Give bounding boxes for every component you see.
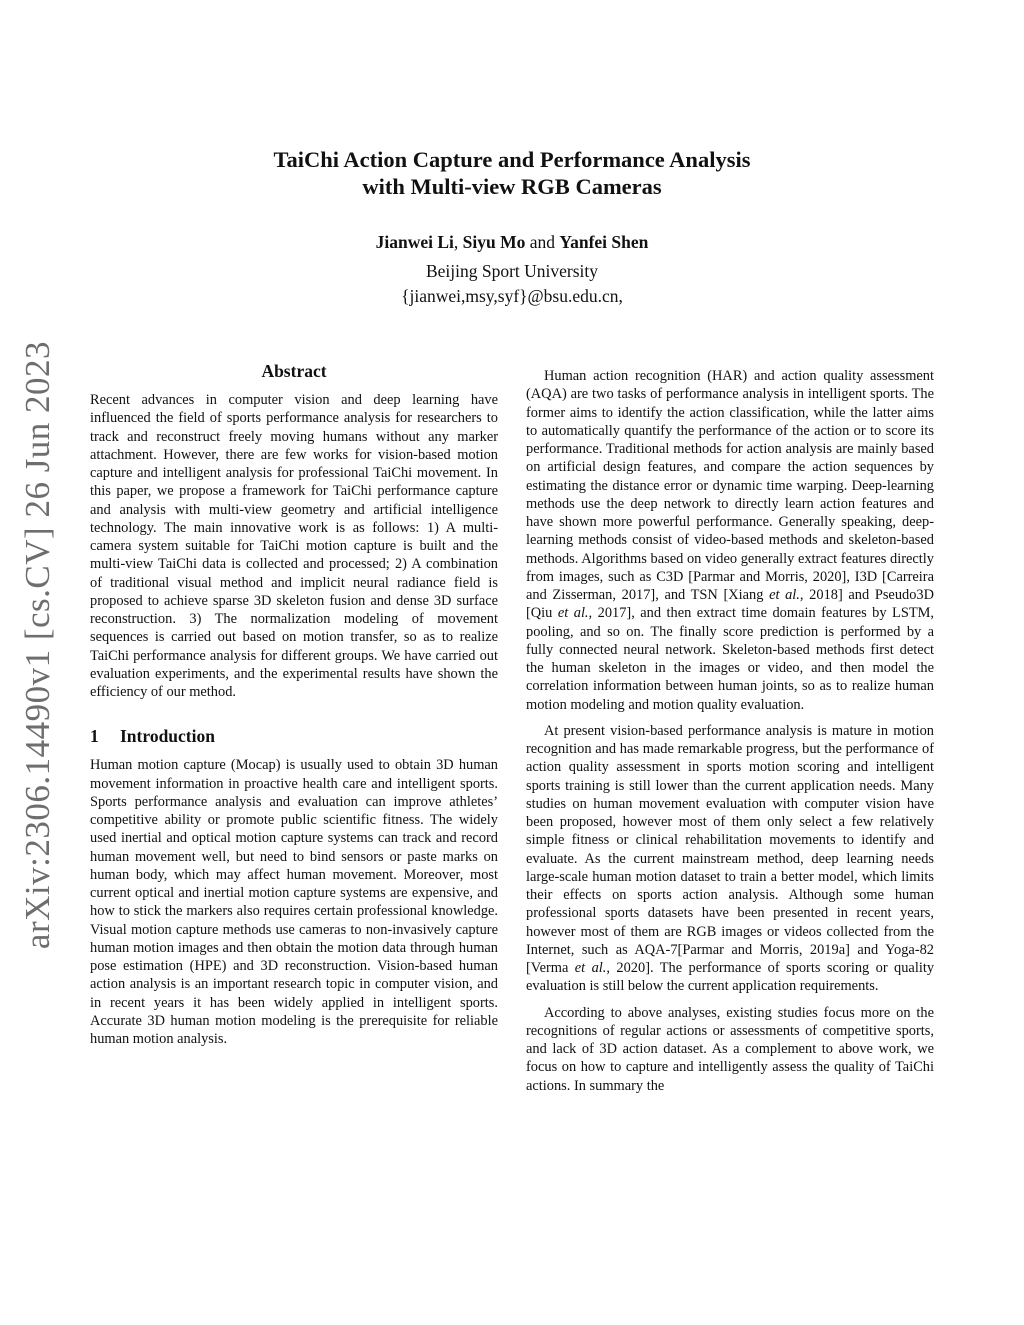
intro-paragraph-1: Human motion capture (Mocap) is usually used to obtain 3D human movement information in proactive health care and intelligent sports. Sports performance analysis and evaluation can improve athletes’ competitive ability or promote public scientific fitness. The widely used inertial and optical motion capture systems can track and record human movement well, but need to bind sensors or paste marks on human body, which may affect human movement. Moreover, most current optical and inertial motion capture systems are expensive, and how to stick the markers also requires certain professional knowledge. Visual motion capture methods use cameras to non-invasively capture human motion images and then obtain the motion data through human pose estimation (HPE) and 3D reconstruction. Vision-based human action analysis is an important research topic in computer vision, and in recent years it has been widely applied in intelligent sports. Accurate 3D human motion modeling is the prerequisite for reliable human motion analysis. (90, 757, 498, 1047)
left-column (90, 360, 498, 1048)
section-number: 1 (90, 726, 99, 747)
text-run: At present vision-based performance analysis is mature in motion recognition and has made remarkable progress, but the performance of action quality assessment in sports motion scoring and intelligent sports training is still lower than the current application needs. Many studies on human movement evaluation with computer vision have been proposed, however most of them only select a few relatively simple fitness or clinical rehabilitation movements to identify and evaluate. As the current mainstream method, deep learning needs large-scale human motion dataset to train a better model, which limits their effects on sports action analysis. Although some human professional sports datasets have been presented in recent years, however most of them are RGB images or videos collected from the Internet, such as AQA-7[Parmar and Morris, 2019a] and Yoga-82 [Verma (526, 722, 934, 976)
citation-et-al: et al. (557, 605, 589, 622)
text-run: , 2018] and Pseudo3D [Qiu (526, 587, 934, 622)
text-run: , 2020]. The performance of sports scoring or quality evaluation is still below the current application requirements. (526, 960, 935, 995)
text-run: Human action recognition (HAR) and action quality assessment (AQA) are two tasks of performance analysis in intelligent sports. The former aims to identify the action classification, while the latter aims to automatically quantify the performance of the action or to score its performance. Traditional methods for action analysis are mainly based on artificial design features, and compare the action sequences by estimating the distance error or dynamic time warping. Deep-learning methods use the deep network to directly learn action features and have shown more powerful performance. Generally speaking, deep-learning methods consist of video-based methods and skeleton-based methods. Algorithms based on video generally extract features directly from images, such as C3D [Parmar and Morris, 2020], I3D [Carreira and Zisserman, 2017], and TSN [Xiang (526, 368, 934, 603)
abstract-text: Recent advances in computer vision and deep learning have influenced the field of sports performance analysis for researchers to track and reconstruct freely moving humans without any marker attachment. However, there are few works for vision-based motion capture and intelligent analysis for professional TaiChi movement. In this paper, we propose a framework for TaiChi performance capture and analysis with multi-view geometry and artificial intelligence technology. The main innovative work is as follows: 1) A multi-camera system suitable for TaiChi motion capture is built and the multi-view TaiChi data is collected and processed; 2) A combination of traditional visual method and implicit neural radiance field is proposed to achieve sparse 3D skeleton fusion and dense 3D surface reconstruction. 3) The normalization modeling of movement sequences is carried out based on motion transfer, so as to realize TaiChi performance analysis for different groups. We have carried out evaluation experiments, and the experimental results have shown the efficiency of our method. (90, 392, 498, 700)
title-line-1: TaiChi Action Capture and Performance Analysis (273, 147, 751, 172)
author-conjunction: and (529, 232, 556, 252)
section-heading-introduction (90, 725, 498, 747)
citation-et-al: et al. (769, 587, 800, 603)
author-name: Jianwei Li (375, 232, 454, 252)
title-line-2: with Multi-view RGB Cameras (362, 174, 662, 199)
affiliation: Beijing Sport University (425, 261, 599, 281)
citation-et-al: et al. (574, 960, 607, 976)
arxiv-identifier-stamp (12, 340, 64, 950)
author-list (90, 231, 934, 253)
author-emails: {jianwei,msy,syf}@bsu.edu.cn, (401, 286, 623, 306)
author-separator: , (453, 232, 459, 252)
intro-paragraph-2 (526, 367, 934, 714)
paper-header (90, 146, 934, 309)
right-column (526, 367, 934, 1095)
intro-paragraph-3 (526, 722, 934, 996)
paper-title (90, 146, 934, 200)
intro-paragraph-4: According to above analyses, existing studies focus more on the recognitions of regular actions or assessments of competitive sports, and lack of 3D action dataset. As a complement to above work, we focus on how to capture and intelligently assess the quality of TaiChi actions. In summary the (526, 1004, 934, 1094)
author-name: Siyu Mo (462, 232, 526, 252)
arxiv-identifier-text: arXiv:2306.14490v1 [cs.CV] 26 Jun 2023 (18, 340, 57, 950)
author-name: Yanfei Shen (559, 232, 649, 252)
section-title: Introduction (120, 726, 215, 747)
abstract-heading: Abstract (261, 361, 327, 381)
text-run: , 2017], and then extract time domain features by LSTM, pooling, and so on. The finally score prediction is performed by a fully connected neural network. Skeleton-based methods first detect the human skeleton in the images or video, and then model the correlation information between human joints, so as to realize human motion modeling and motion quality evaluation. (526, 605, 935, 713)
